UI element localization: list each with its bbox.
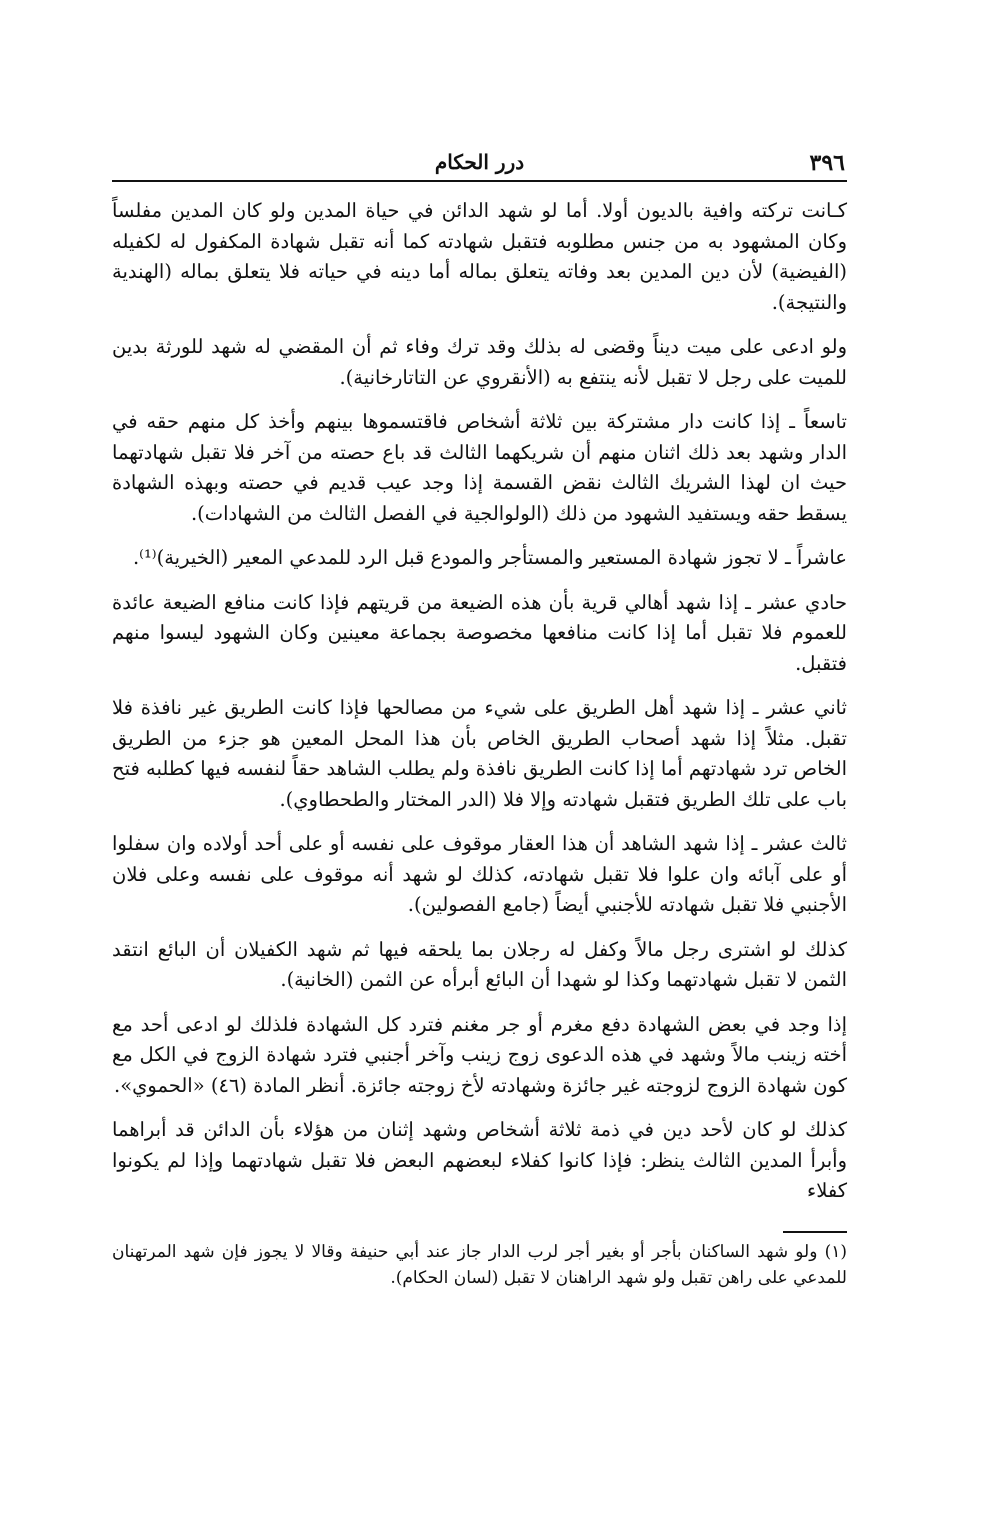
paragraph: ولو ادعى على ميت ديناً وقضى له بذلك وقد ترك وفاء ثم أن المقضي له شهد للورثة بدين للميت على رجل لا تقبل لأنه ينتفع به (الأنقروي عن التاتارخانية). (112, 335, 847, 389)
paragraph: تاسعاً ـ إذا كانت دار مشتركة بين ثلاثة أشخاص فاقتسموها بينهم وأخذ كل منهم حقه في الدار وشهد بعد ذلك اثنان منهم أن شريكهما الثالث قد باع حصته من آخر فلا تقبل شهادتهما حيث ان لهذا الشريك الثالث نقض القسمة إذا وجد عيب قديم في حصته وبهذه الشهادة يسقط حقه ويستفيد الشهود من ذلك (الولوالجية في الفصل الثالث من الشهادات). (112, 410, 847, 525)
paragraph: كـانت تركته وافية بالديون أولا. أما لو شهد الدائن في حياة المدين ولو كان المدين مفلساً وكان المشهود به من جنس مطلوبه فتقبل شهادته كما أنه تقبل شهادة المكفول له لكفيله (الفيضية) لأن دين المدين بعد وفاته يتعلق بماله أما دينه في حياته فلا يتعلق بماله (الهندية والنتيجة). (112, 199, 847, 314)
footnote-separator (783, 1231, 847, 1233)
paragraph: كذلك لو اشترى رجل مالاً وكفل له رجلان بما يلحقه فيها ثم شهد الكفيلان أن البائع انتقد الثمن لا تقبل شهادتهما وكذا لو شهدا أن البائع أبرأه عن الثمن (الخانية). (112, 937, 847, 991)
footnote: (١) ولو شهد الساكنان بأجر أو بغير أجر لرب الدار جاز عند أبي حنيفة وقالا لا يجوز فإن شهد المرتهنان للمدعي على راهن تقبل ولو شهد الراهنان لا تقبل (لسان الحكام). (112, 1241, 847, 1288)
paragraph: كذلك لو كان لأحد دين في ذمة ثلاثة أشخاص وشهد إثنان من هؤلاء بأن الدائن قد أبراهما وأبرأ المدين الثالث ينظر: فإذا كانوا كفلاء لبعضهم البعض فلا تقبل شهادتهما وإذا لم يكونوا كفلاء (112, 1118, 847, 1202)
document-page (112, 150, 847, 1291)
paragraph: ثالث عشر ـ إذا شهد الشاهد أن هذا العقار موقوف على نفسه أو على أحد أولاده وان سفلوا أو على آبائه وان علوا فلا تقبل شهادته، كذلك لو شهد أنه موقوف على نفسه وعلى فلان الأجنبي فلا تقبل شهادته للأجنبي أيضاً (جامع الفصولين). (112, 832, 847, 916)
paragraph: عاشراً ـ لا تجوز شهادة المستعير والمستأجر والمودع قبل الرد للمدعي المعير (الخيرية)⁽¹⁾. (132, 546, 847, 569)
running-title: درر الحكام (434, 150, 525, 174)
paragraph: حادي عشر ـ إذا شهد أهالي قرية بأن هذه الضيعة من قريتهم فإذا كانت منافع الضيعة عائدة للعموم فلا تقبل أما إذا كانت منافعها مخصوصة بجماعة معينين وكان الشهود ليسوا منهم فتقبل. (112, 590, 847, 675)
body-text (112, 196, 847, 1207)
paragraph: إذا وجد في بعض الشهادة دفع مغرم أو جر مغنم فترد كل الشهادة فلذلك لو ادعى أحد مع أخته زينب مالاً وشهد في هذه الدعوى زوج زينب وآخر أجنبي فترد شهادة الزوج في الكل مع كون شهادة الزوج لزوجته غير جائزة وشهادته لأخ زوجته جائزة. أنظر المادة (٤٦) «الحموي». (112, 1012, 847, 1097)
page-number: ٣٩٦ (809, 150, 845, 176)
paragraph: ثاني عشر ـ إذا شهد أهل الطريق على شيء من مصالحها فإذا كانت الطريق غير نافذة فلا تقبل. مثلاً إذا شهد أصحاب الطريق الخاص بأن هذا المحل المعين هو جزء من الطريق الخاص ترد شهادتهم أما إذا كانت الطريق نافذة ولم يطلب الشاهد حقاً لنفسه فيها كطلبه فتح باب على تلك الطريق فتقبل شهادته وإلا فلا (الدر المختار والطحطاوي). (112, 696, 847, 811)
page-header (112, 150, 847, 182)
